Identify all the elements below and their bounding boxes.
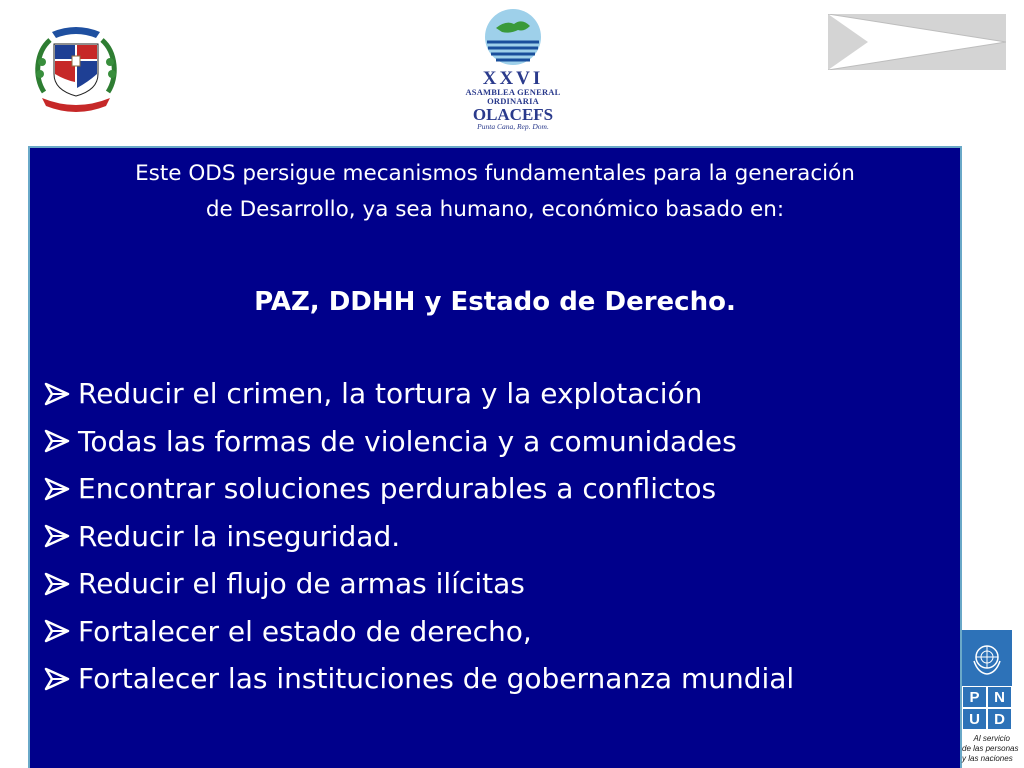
- arrow-bullet-icon: [42, 664, 72, 694]
- bullet-text: Todas las formas de violencia y a comunidades: [78, 424, 737, 458]
- olacefs-name: OLACEFS: [472, 105, 554, 124]
- undp-tagline-2: de las personas: [962, 744, 1019, 753]
- arrow-shape-icon: [828, 14, 1006, 70]
- olacefs-logo: [455, 6, 571, 146]
- bullet-text: Reducir el flujo de armas ilícitas: [78, 567, 525, 600]
- arrow-bullet-icon: [42, 521, 72, 551]
- undp-letter: N: [988, 687, 1011, 707]
- content-box: [28, 146, 962, 768]
- arrow-bullet-icon: [42, 426, 72, 456]
- arrow-bullet-icon: [42, 616, 72, 646]
- coat-of-arms-icon: [30, 22, 122, 114]
- intro-line-1: Este ODS persigue mecanismos fundamentales para la generación: [135, 161, 855, 186]
- bullet-text: Reducir la inseguridad.: [78, 519, 401, 553]
- undp-letter: P: [963, 687, 986, 707]
- list-item: [42, 465, 954, 513]
- undp-tagline-1: Al servicio: [973, 734, 1010, 743]
- olacefs-line2: ORDINARIA: [487, 95, 539, 106]
- olacefs-line1: ASAMBLEA GENERAL: [465, 87, 561, 97]
- bullet-text: Fortalecer las instituciones de gobernanza mundial: [78, 662, 795, 695]
- undp-emblem-block: [962, 630, 1012, 686]
- bullet-text: Fortalecer el estado de derecho,: [78, 614, 532, 648]
- list-item: [42, 418, 954, 466]
- olacefs-number: XXVI: [482, 68, 544, 89]
- list-item: [42, 370, 954, 418]
- arrow-bullet-icon: [42, 569, 72, 599]
- bullet-text: Encontrar soluciones perdurables a conflictos: [78, 472, 717, 505]
- undp-letter: D: [988, 709, 1011, 729]
- bullet-list: [42, 370, 954, 703]
- undp-logo: [962, 630, 1019, 768]
- list-item: [42, 608, 954, 656]
- undp-tagline-3: y las naciones: [962, 754, 1013, 763]
- list-item: [42, 655, 954, 703]
- olacefs-place: Punta Cana, Rep. Dom.: [477, 122, 549, 131]
- headline: PAZ, DDHH y Estado de Derecho.: [254, 287, 736, 317]
- intro-text: [30, 156, 960, 228]
- list-item: [42, 513, 954, 561]
- undp-letter: U: [963, 709, 986, 729]
- list-item: [42, 560, 954, 608]
- undp-row-2: [962, 708, 1012, 730]
- intro-line-2: de Desarrollo, ya sea humano, económico basado en:: [205, 197, 785, 222]
- arrow-bullet-icon: [42, 474, 72, 504]
- bullet-text: Reducir el crimen, la tortura y la explotación: [78, 377, 703, 410]
- undp-row-1: [962, 686, 1012, 708]
- olacefs-globe-icon: [482, 6, 544, 68]
- un-emblem-icon: [968, 639, 1006, 677]
- arrow-bullet-icon: [42, 379, 72, 409]
- undp-tagline: [962, 734, 1019, 764]
